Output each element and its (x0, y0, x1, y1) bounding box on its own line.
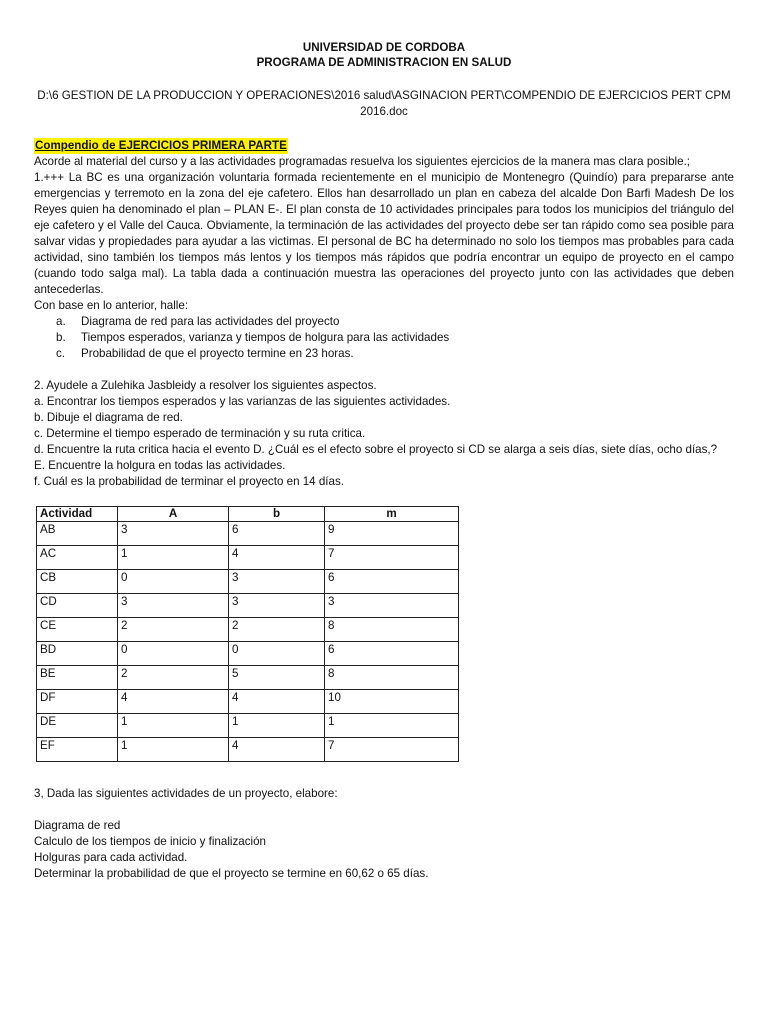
exercise-1-prompt: Con base en lo anterior, halle: (34, 299, 189, 312)
table-cell: 3 (229, 594, 325, 618)
list-item-text: Tiempos esperados, varianza y tiempos de holgura para las actividades (81, 331, 450, 344)
table-row (37, 546, 459, 570)
table-row (37, 690, 459, 714)
section-title: Compendio de EJERCICIOS PRIMERA PARTE (35, 139, 287, 152)
list-item (56, 346, 734, 362)
table-row (37, 522, 459, 546)
exercise-2-item-f: f. Cuál es la probabilidad de terminar el proyecto en 14 días. (34, 475, 344, 488)
table-cell: 7 (325, 738, 459, 762)
table-cell: 3 (118, 594, 229, 618)
section-intro: Acorde al material del curso y a las actividades programadas resuelva los siguientes ejercicios de la manera mas clara posible.; (34, 155, 691, 168)
exercise-2-item-a: a. Encontrar los tiempos esperados y las varianzas de las siguientes actividades. (34, 395, 451, 408)
activity-table (36, 506, 459, 762)
exercise-3-title: 3, Dada las siguientes actividades de un proyecto, elabore: (34, 787, 338, 800)
table-cell: 3 (229, 570, 325, 594)
table-cell: 7 (325, 546, 459, 570)
table-cell: 1 (118, 714, 229, 738)
table-cell: 8 (325, 666, 459, 690)
file-path (34, 88, 734, 120)
exercise-2-item-e: E. Encuentre la holgura en todas las actividades. (34, 459, 286, 472)
file-path-line-1: D:\6 GESTION DE LA PRODUCCION Y OPERACIONES\2016 salud\ASGINACION PERT\COMPENDIO DE EJERCICIOS PERT CPM (37, 89, 731, 102)
table-cell: EF (37, 738, 118, 762)
exercise-3 (34, 786, 734, 882)
exercise-2 (34, 378, 734, 490)
table-cell: BE (37, 666, 118, 690)
table-cell: AC (37, 546, 118, 570)
table-row (37, 738, 459, 762)
table-cell: CB (37, 570, 118, 594)
table-cell: 3 (118, 522, 229, 546)
table-cell: 6 (325, 570, 459, 594)
list-marker: c. (56, 347, 66, 360)
table-cell: 4 (118, 690, 229, 714)
table-cell: 1 (118, 738, 229, 762)
table-cell: CD (37, 594, 118, 618)
table-cell: 2 (229, 618, 325, 642)
exercise-3-item: Diagrama de red (34, 819, 121, 832)
list-item (56, 330, 734, 346)
spacer (34, 802, 734, 818)
university-title: UNIVERSIDAD DE CORDOBA (302, 41, 466, 54)
exercise-2-item-d: d. Encuentre la ruta critica hacia el evento D. ¿Cuál es el efecto sobre el proyecto si CD se alarga a seis días, siete días, ocho días,? (34, 443, 718, 456)
exercise-1-list (34, 314, 734, 362)
file-path-line-2: 2016.doc (360, 105, 408, 118)
exercise-2-item-c: c. Determine el tiempo esperado de terminación y su ruta critica. (34, 427, 366, 440)
header-actividad: Actividad (37, 507, 118, 522)
table-cell: CE (37, 618, 118, 642)
list-item-text: Probabilidad de que el proyecto termine en 23 horas. (81, 347, 354, 360)
table-row (37, 642, 459, 666)
header-m: m (325, 507, 459, 522)
table-cell: 6 (229, 522, 325, 546)
table-cell: 1 (325, 714, 459, 738)
section-title-wrap (34, 120, 734, 154)
table-cell: 1 (229, 714, 325, 738)
table-cell: 4 (229, 546, 325, 570)
table-row (37, 666, 459, 690)
table-cell: DE (37, 714, 118, 738)
exercise-3-item: Holguras para cada actividad. (34, 851, 188, 864)
list-item (56, 314, 734, 330)
table-cell: DF (37, 690, 118, 714)
list-item-text: Diagrama de red para las actividades del proyecto (81, 315, 340, 328)
table-cell: BD (37, 642, 118, 666)
table-cell: 8 (325, 618, 459, 642)
table-cell: 1 (118, 546, 229, 570)
list-marker: b. (56, 331, 66, 344)
spacer (34, 762, 734, 786)
spacer (34, 362, 734, 378)
list-marker: a. (56, 315, 66, 328)
table-cell: 5 (229, 666, 325, 690)
table-cell: 2 (118, 618, 229, 642)
table-row (37, 594, 459, 618)
table-cell: 6 (325, 642, 459, 666)
table-cell: 10 (325, 690, 459, 714)
table-cell: 4 (229, 690, 325, 714)
header-b: b (229, 507, 325, 522)
table-header-row (37, 507, 459, 522)
table-cell: 4 (229, 738, 325, 762)
table-cell: 0 (118, 642, 229, 666)
table-cell: 9 (325, 522, 459, 546)
exercise-1-text: 1.+++ La BC es una organización voluntaria formada recientemente en el municipio de Montenegro (Quindío) para prepararse ante emergencias y terremoto en la zona del eje cafetero. Ellos han desarrollado un plan en cabeza del alcalde Don Barfi Madesh De los Reyes quien ha denominado el plan – PLAN E-. El plan consta de 10 actividades principales para todos los municipios del triángulo del eje cafetero y el Valle del Cauca. Obviamente, la terminación de las actividades del proyecto debe ser tan rápido como sea posible para salvar vidas y propiedades para ayudar a las victimas. El personal de BC ha determinado no solo los tiempos mas probables para cada actividad, sino también los tiempos más lentos y los tiempos más rápidos que podría encontrar un equipo de proyecto en el campo (cuando todo salga mal). La tabla dada a continuación muestra las operaciones del proyecto junto con las actividades que deben antecederlas. (34, 171, 734, 296)
table-row (37, 714, 459, 738)
table-cell: 0 (229, 642, 325, 666)
document-page (34, 40, 734, 882)
table-cell: 2 (118, 666, 229, 690)
exercise-3-item: Determinar la probabilidad de que el proyecto se termine en 60,62 o 65 días. (34, 867, 429, 880)
table-cell: 0 (118, 570, 229, 594)
table-row (37, 618, 459, 642)
header-a: A (118, 507, 229, 522)
exercise-3-item: Calculo de los tiempos de inicio y finalización (34, 835, 266, 848)
exercise-2-item-b: b. Dibuje el diagrama de red. (34, 411, 183, 424)
table-cell: 3 (325, 594, 459, 618)
program-title: PROGRAMA DE ADMINISTRACION EN SALUD (256, 56, 512, 69)
table-row (37, 570, 459, 594)
table-cell: AB (37, 522, 118, 546)
exercise-2-title: 2. Ayudele a Zulehika Jasbleidy a resolver los siguientes aspectos. (34, 379, 377, 392)
